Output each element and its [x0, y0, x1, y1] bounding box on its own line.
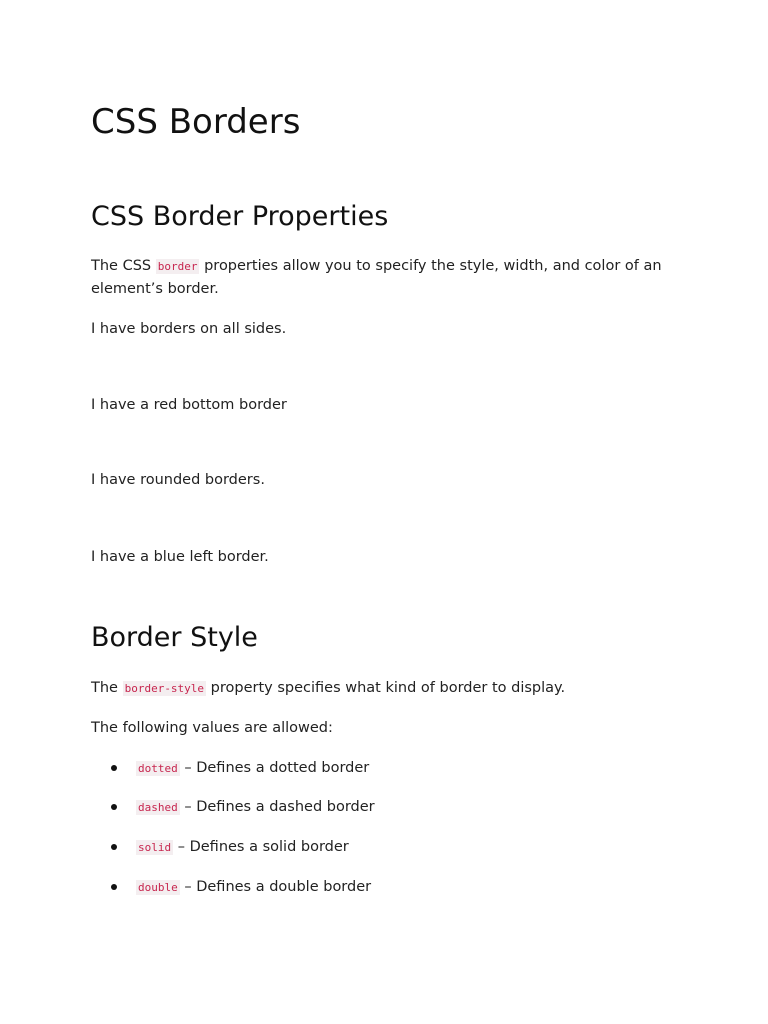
border-properties-intro	[91, 255, 681, 300]
list-item-dotted	[91, 757, 369, 779]
list-item-solid	[91, 836, 349, 858]
allowed-values-label: The following values are allowed:	[91, 720, 333, 736]
intro-text-after: property specifies what kind of border to display.	[206, 680, 566, 696]
value-description: – Defines a dotted border	[179, 760, 370, 776]
example-all-borders: I have borders on all sides.	[91, 321, 287, 337]
page-title: CSS Borders	[91, 102, 301, 142]
inline-code-border: border	[157, 260, 198, 273]
value-description: – Defines a solid border	[173, 839, 349, 855]
bullet-icon	[111, 844, 117, 850]
inline-code-dashed: dashed	[138, 801, 178, 814]
inline-code-dotted: dotted	[138, 762, 178, 775]
inline-code-solid: solid	[138, 841, 172, 854]
intro-text-before: The	[91, 680, 123, 696]
value-description: – Defines a dashed border	[179, 799, 375, 815]
inline-code-double: double	[138, 881, 178, 894]
section-heading-border-properties: CSS Border Properties	[91, 201, 389, 232]
bullet-icon	[111, 765, 117, 771]
list-item-double	[91, 876, 371, 898]
value-description: – Defines a double border	[179, 879, 372, 895]
border-style-intro	[91, 677, 565, 700]
example-red-bottom-border: I have a red bottom border	[91, 397, 287, 413]
section-heading-border-style: Border Style	[91, 622, 258, 653]
example-rounded-borders: I have rounded borders.	[91, 472, 265, 488]
example-blue-left-border: I have a blue left border.	[91, 549, 269, 565]
intro-text-before: The CSS	[91, 258, 156, 274]
bullet-icon	[111, 884, 117, 890]
list-item-dashed	[91, 796, 375, 818]
inline-code-border-style: border-style	[124, 682, 205, 695]
intro-text-after: properties allow you to specify the style, width, and color of an element’s border.	[91, 258, 662, 297]
bullet-icon	[111, 804, 117, 810]
